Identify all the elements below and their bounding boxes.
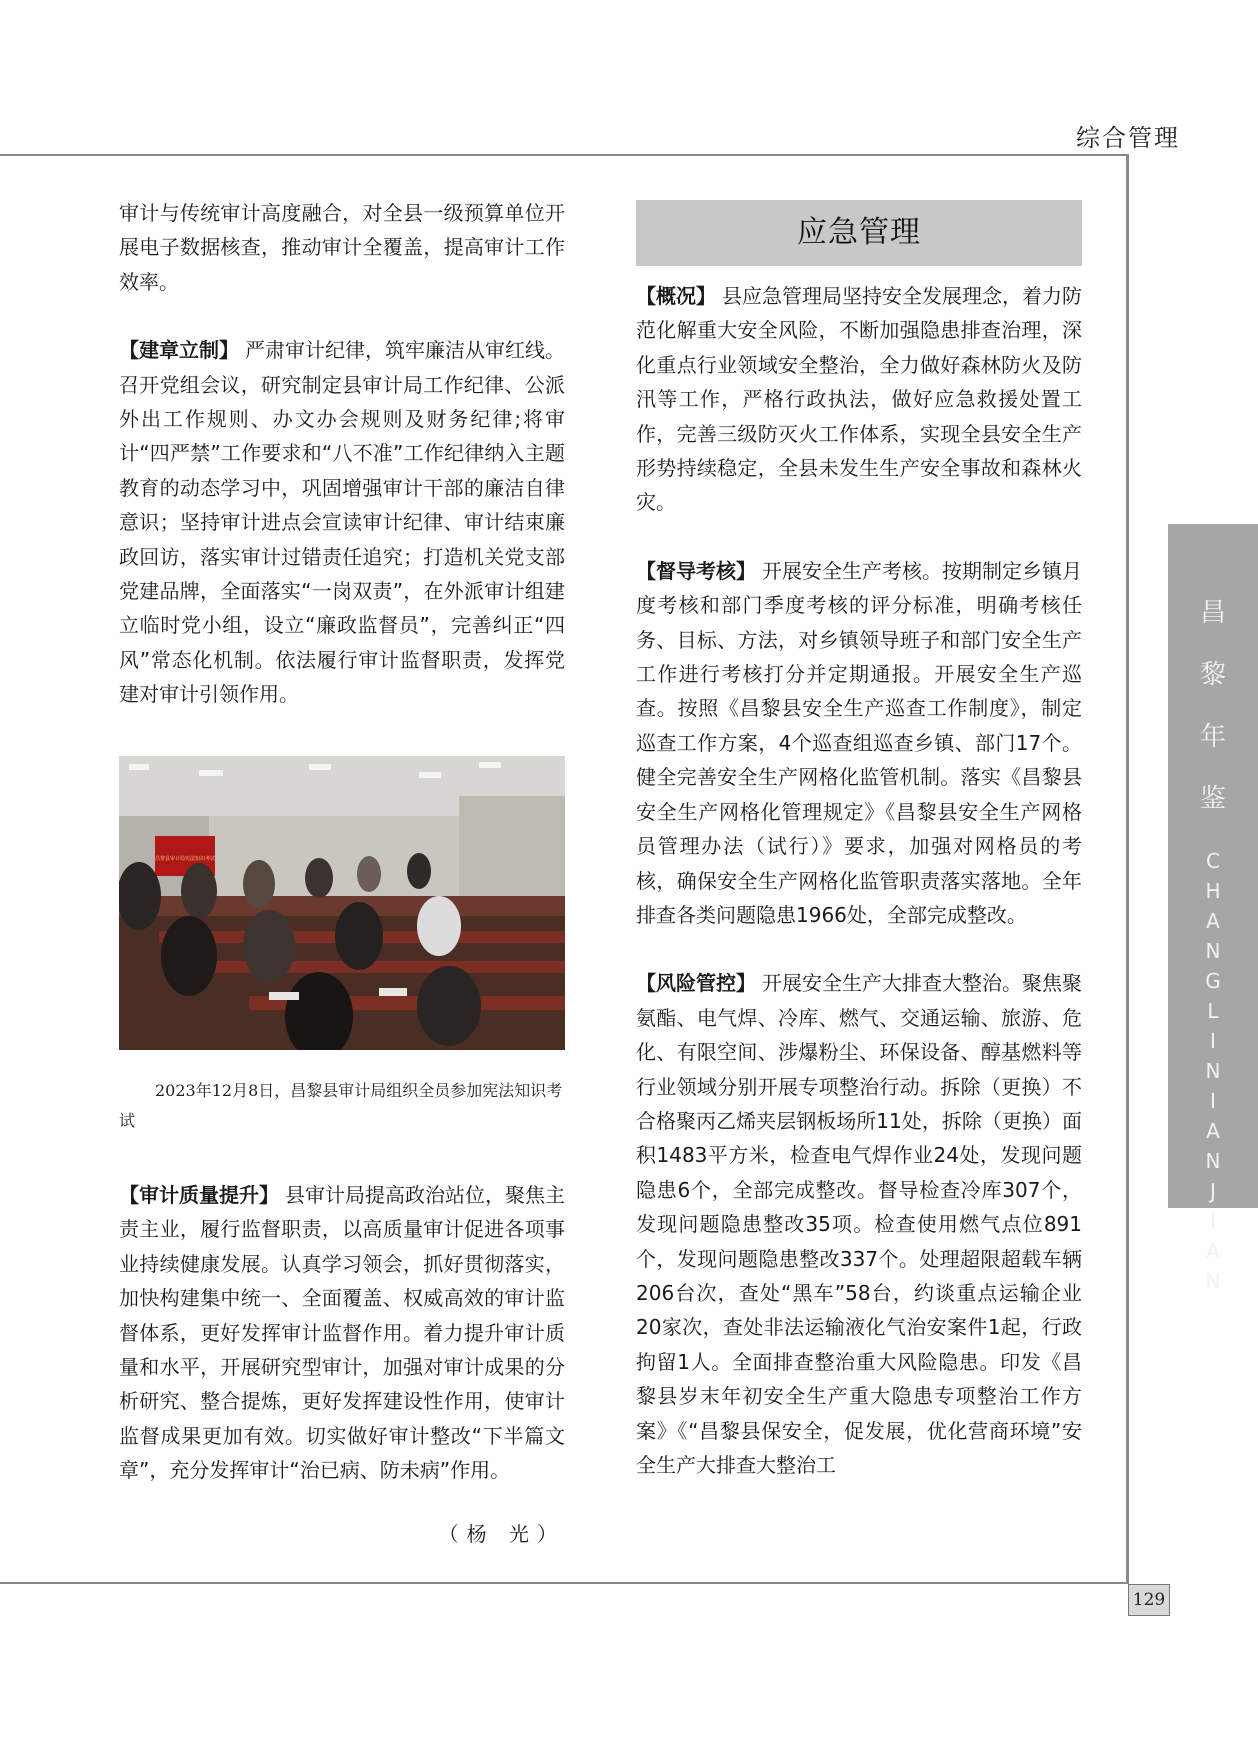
photo-caption: 2023年12月8日，昌黎县审计局组织全员参加宪法知识考试 bbox=[119, 1081, 563, 1130]
side-letter: I bbox=[1210, 1209, 1216, 1233]
author-credit: （杨 光） bbox=[438, 1522, 565, 1546]
paragraph-heading: 【审计质量提升】 bbox=[119, 1183, 279, 1207]
paragraph-heading: 【督导考核】 bbox=[636, 558, 756, 583]
frame-right-rule bbox=[1126, 154, 1129, 1584]
screen-text: 昌黎县审计局宪法知识考试 bbox=[154, 856, 216, 862]
side-letter: N bbox=[1205, 1059, 1221, 1083]
paragraph-heading: 【建章立制】 bbox=[119, 338, 239, 363]
side-letter: C bbox=[1206, 849, 1220, 873]
side-letter: L bbox=[1207, 999, 1219, 1023]
page-number: 129 bbox=[1128, 1584, 1170, 1616]
paragraph-heading: 【风险管控】 bbox=[636, 971, 756, 996]
paragraph-body: 县应急管理局坚持安全发展理念，着力防范化解重大安全风险，不断加强隐患排查治理，深化重点行业领域安全整治，全力做好森林防火及防汛等工作，严格行政执法，做好应急救援处置工作，完善三级防灭火工作体系，实现全县安全生产形势持续稳定，全县未发生生产安全事故和森林火灾。 bbox=[636, 284, 1082, 515]
article-title: 应急管理 bbox=[636, 200, 1082, 266]
side-char: 年 bbox=[1199, 722, 1226, 752]
side-letter: I bbox=[1210, 1089, 1216, 1113]
left-column-lower bbox=[119, 1178, 565, 1488]
side-title-cn bbox=[1168, 592, 1258, 840]
side-char: 鉴 bbox=[1199, 784, 1226, 814]
paragraph-regulations bbox=[119, 333, 565, 711]
side-char: 昌 bbox=[1199, 598, 1226, 628]
paragraph-supervision bbox=[636, 554, 1082, 932]
paragraph-heading: 【概况】 bbox=[636, 284, 716, 308]
side-letter: N bbox=[1205, 939, 1221, 963]
paragraph-body: 县审计局提高政治站位，聚焦主责主业，履行监督职责，以高质量审计促进各项事业持续健康发展。认真学习领会，抓好贯彻落实，加快构建集中统一、全面覆盖、权威高效的审计监督体系，更好发挥审计监督作用。着力提升审计质量和水平，开展研究型审计，加强对审计成果的分析研究、整合提炼，更好发挥建设性作用，使审计监督成果更加有效。切实做好审计整改“下半篇文章”，充分发挥审计“治已病、防未病”作用。 bbox=[119, 1183, 565, 1483]
section-header: 综合管理 bbox=[1076, 124, 1180, 152]
side-tab bbox=[1168, 524, 1258, 1293]
side-letter: A bbox=[1206, 1119, 1220, 1143]
side-letter: I bbox=[1210, 1029, 1216, 1053]
side-letter: N bbox=[1205, 1149, 1221, 1173]
side-letter: J bbox=[1210, 1179, 1216, 1203]
side-letter: G bbox=[1205, 969, 1221, 993]
paragraph-risk-control bbox=[636, 966, 1082, 1482]
left-column-upper bbox=[119, 196, 565, 712]
paragraph-body: 开展安全生产大排查大整治。聚焦聚氨酯、电气焊、冷库、燃气、交通运输、旅游、危化、有限空间、涉爆粉尘、环保设备、醇基燃料等行业领域分别开展专项整治行动。拆除（更换）不合格聚丙乙烯夹层钢板场所11处，拆除（更换）面积1483平方米，检查电气焊作业24处，发现问题隐患6个，全部完成整改。督导检查冷库307个，发现问题隐患整改35项。检查使用燃气点位891个，发现问题隐患整改337个。处理超限超载车辆206台次，查处“黑车”58台，约谈重点运输企业20家次，查处非法运输液化气治安案件1起，行政拘留1人。全面排查整治重大风险隐患。印发《昌黎县岁末年初安全生产重大隐患专项整治工作方案》《“昌黎县保安全，促发展，优化营商环境”安全生产大排查大整治工 bbox=[636, 971, 1082, 1477]
paragraph-audit-integration: 审计与传统审计高度融合，对全县一级预算单位开展电子数据核查，推动审计全覆盖，提高审计工作效率。 bbox=[119, 201, 565, 294]
right-column bbox=[636, 279, 1082, 1482]
paragraph-body: 严肃审计纪律，筑牢廉洁从审红线。召开党组会议，研究制定县审计局工作纪律、公派外出工作规则、办文办会规则及财务纪律;将审计“四严禁”工作要求和“八不准”工作纪律纳入主题教育的动态学习中，巩固增强审计干部的廉洁自律意识；坚持审计进点会宣读审计纪律、审计结束廉政回访，落实审计过错责任追究；打造机关党支部党建品牌，全面落实“一岗双责”，在外派审计组建立临时党小组，设立“廉政监督员”，完善纠正“四风”常态化机制。依法履行审计监督职责，发挥党建对审计引领作用。 bbox=[119, 338, 565, 707]
side-letter: H bbox=[1205, 879, 1221, 903]
side-title-latin bbox=[1168, 846, 1258, 1296]
meeting-room-photo bbox=[119, 756, 565, 1050]
paragraph-audit-quality bbox=[119, 1178, 565, 1488]
side-letter: A bbox=[1206, 909, 1220, 933]
paragraph-body: 开展安全生产考核。按期制定乡镇月度考核和部门季度考核的评分标准，明确考核任务、目标、方法，对乡镇领导班子和部门安全生产工作进行考核打分并定期通报。开展安全生产巡查。按照《昌黎县安全生产巡查工作制度》，制定巡查工作方案，4个巡查组巡查乡镇、部门17个。健全完善安全生产网格化监管机制。落实《昌黎县安全生产网格化管理规定》《昌黎县安全生产网格员管理办法（试行）》要求，加强对网格员的考核，确保安全生产网格化监管职责落实落地。全年排查各类问题隐患1966处，全部完成整改。 bbox=[636, 558, 1082, 927]
frame-bottom-rule bbox=[0, 1582, 1129, 1584]
paragraph-overview bbox=[636, 279, 1082, 520]
side-char: 黎 bbox=[1199, 660, 1226, 690]
frame-top-rule bbox=[0, 154, 1128, 156]
side-letter: N bbox=[1205, 1269, 1221, 1293]
side-letter: A bbox=[1206, 1239, 1220, 1263]
